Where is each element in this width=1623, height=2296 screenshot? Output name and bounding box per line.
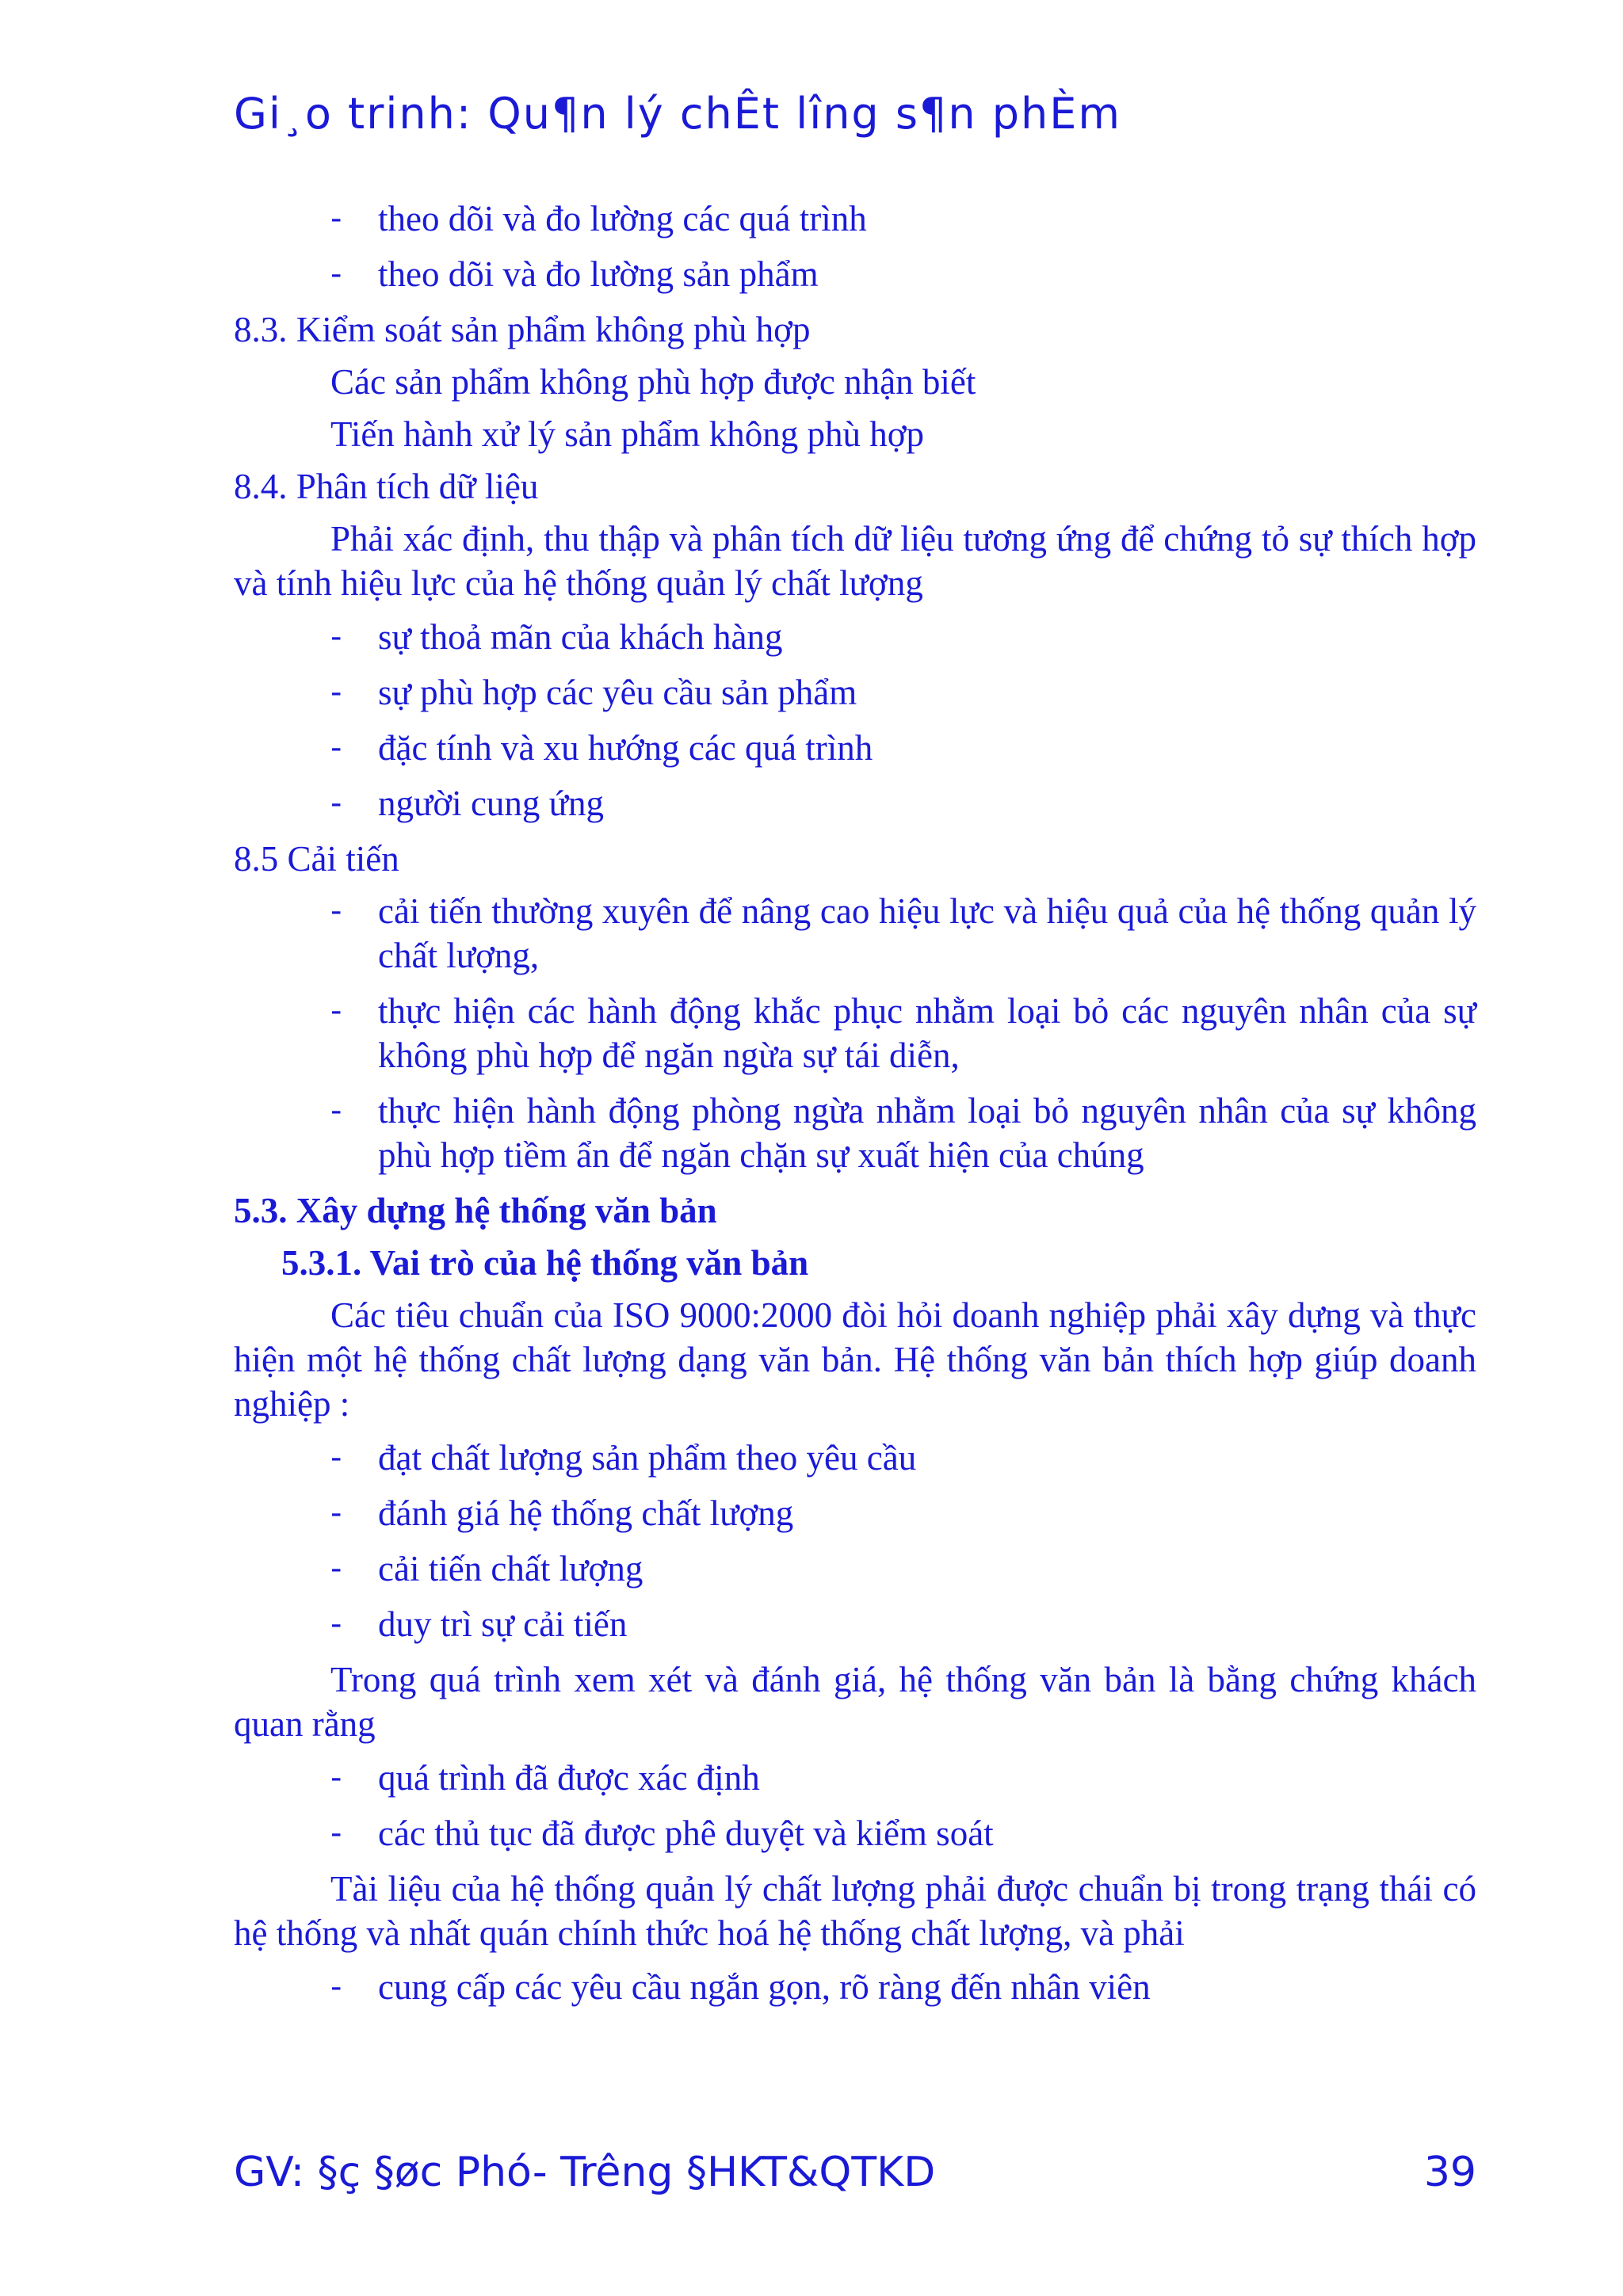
- paragraph: Tài liệu của hệ thống quản lý chất lượng phải được chuẩn bị trong trạng thái có hệ thống và nhất quán chính thức hoá hệ thống chất lượng, và phải: [234, 1869, 1476, 1953]
- bullet-text: các thủ tục đã được phê duyệt và kiểm soát: [378, 1814, 994, 1853]
- bullet-dash: -: [330, 1440, 342, 1476]
- bullet-text: người cung ứng: [378, 784, 605, 823]
- bullet-dash: -: [330, 619, 342, 655]
- section-heading-8-5: 8.5 Cải tiến: [234, 839, 399, 879]
- bullet-item: [234, 781, 1476, 826]
- body-text: [234, 196, 1476, 2020]
- bullet-dash: -: [330, 1550, 342, 1587]
- bullet-dash: -: [330, 730, 342, 766]
- bullet-text: duy trì sự cải tiến: [378, 1604, 628, 1644]
- footer-author: GV: §ç §øc Phó- Trêng §HKT&QTKD: [234, 2149, 936, 2196]
- bullet-dash: -: [330, 1606, 342, 1642]
- bullet-item: [234, 1602, 1476, 1646]
- bullet-text: đánh giá hệ thống chất lượng: [378, 1493, 794, 1533]
- bullet-text: đạt chất lượng sản phẩm theo yêu cầu: [378, 1438, 917, 1478]
- section-heading-8-3: 8.3. Kiểm soát sản phẩm không phù hợp: [234, 310, 811, 349]
- page-number: 39: [1423, 2149, 1476, 2196]
- bullet-text: đặc tính và xu hướng các quá trình: [378, 728, 873, 768]
- bullet-item: [234, 1811, 1476, 1855]
- bullet-item: [234, 252, 1476, 296]
- bullet-dash: -: [330, 1969, 342, 2005]
- bullet-item: [234, 670, 1476, 715]
- bullet-text: cải tiến thường xuyên để nâng cao hiệu lực và hiệu quả của hệ thống quản lý chất lượng,: [378, 891, 1476, 975]
- bullet-dash: -: [330, 1495, 342, 1531]
- bullet-dash: -: [330, 785, 342, 822]
- bullet-text: cung cấp các yêu cầu ngắn gọn, rõ ràng đến nhân viên: [378, 1967, 1151, 2007]
- bullet-dash: -: [330, 893, 342, 929]
- bullet-item: [234, 889, 1476, 978]
- running-footer: [234, 2149, 1476, 2196]
- bullet-dash: -: [330, 256, 342, 292]
- bullet-dash: -: [330, 1760, 342, 1796]
- bullet-text: theo dõi và đo lường các quá trình: [378, 199, 867, 238]
- section-heading-8-4: 8.4. Phân tích dữ liệu: [234, 467, 539, 506]
- bullet-item: [234, 1547, 1476, 1591]
- indented-line: Tiến hành xử lý sản phẩm không phù hợp: [330, 414, 925, 454]
- bullet-dash: -: [330, 200, 342, 237]
- bullet-text: cải tiến chất lượng: [378, 1549, 643, 1589]
- bullet-text: theo dõi và đo lường sản phẩm: [378, 254, 819, 294]
- bullet-text: sự phù hợp các yêu cầu sản phẩm: [378, 673, 857, 712]
- indented-line: Các sản phẩm không phù hợp được nhận biết: [330, 362, 976, 402]
- section-heading-5-3: 5.3. Xây dựng hệ thống văn bản: [234, 1191, 717, 1230]
- bullet-item: [234, 1756, 1476, 1800]
- bullet-item: [234, 1436, 1476, 1480]
- bullet-item: [234, 726, 1476, 770]
- bullet-item: [234, 989, 1476, 1077]
- paragraph: Trong quá trình xem xét và đánh giá, hệ thống văn bản là bằng chứng khách quan rằng: [234, 1660, 1476, 1744]
- running-header: Gi¸o trinh: Qu¶n lý chÊt lîng s¶n phÈm: [234, 89, 1121, 139]
- bullet-item: [234, 1089, 1476, 1177]
- bullet-item: [234, 1491, 1476, 1535]
- bullet-item: [234, 615, 1476, 659]
- paragraph: Các tiêu chuẩn của ISO 9000:2000 đòi hỏi doanh nghiệp phải xây dựng và thực hiện một hệ thống chất lượng dạng văn bản. Hệ thống văn bản thích hợp giúp doanh nghiệp :: [234, 1295, 1476, 1424]
- bullet-text: sự thoả mãn của khách hàng: [378, 617, 783, 657]
- bullet-dash: -: [330, 1815, 342, 1852]
- bullet-item: [234, 196, 1476, 241]
- bullet-text: quá trình đã được xác định: [378, 1758, 760, 1798]
- subsection-heading-5-3-1: 5.3.1. Vai trò của hệ thống văn bản: [281, 1243, 809, 1283]
- bullet-dash: -: [330, 1093, 342, 1129]
- bullet-dash: -: [330, 993, 342, 1029]
- bullet-text: thực hiện các hành động khắc phục nhằm loại bỏ các nguyên nhân của sự không phù hợp để ngăn ngừa sự tái diễn,: [378, 991, 1476, 1075]
- paragraph: Phải xác định, thu thập và phân tích dữ liệu tương ứng để chứng tỏ sự thích hợp và tính hiệu lực của hệ thống quản lý chất lượng: [234, 519, 1476, 603]
- bullet-text: thực hiện hành động phòng ngừa nhằm loại bỏ nguyên nhân của sự không phù hợp tiềm ẩn để ngăn chặn sự xuất hiện của chúng: [378, 1091, 1476, 1175]
- bullet-dash: -: [330, 674, 342, 711]
- bullet-item: [234, 1965, 1476, 2009]
